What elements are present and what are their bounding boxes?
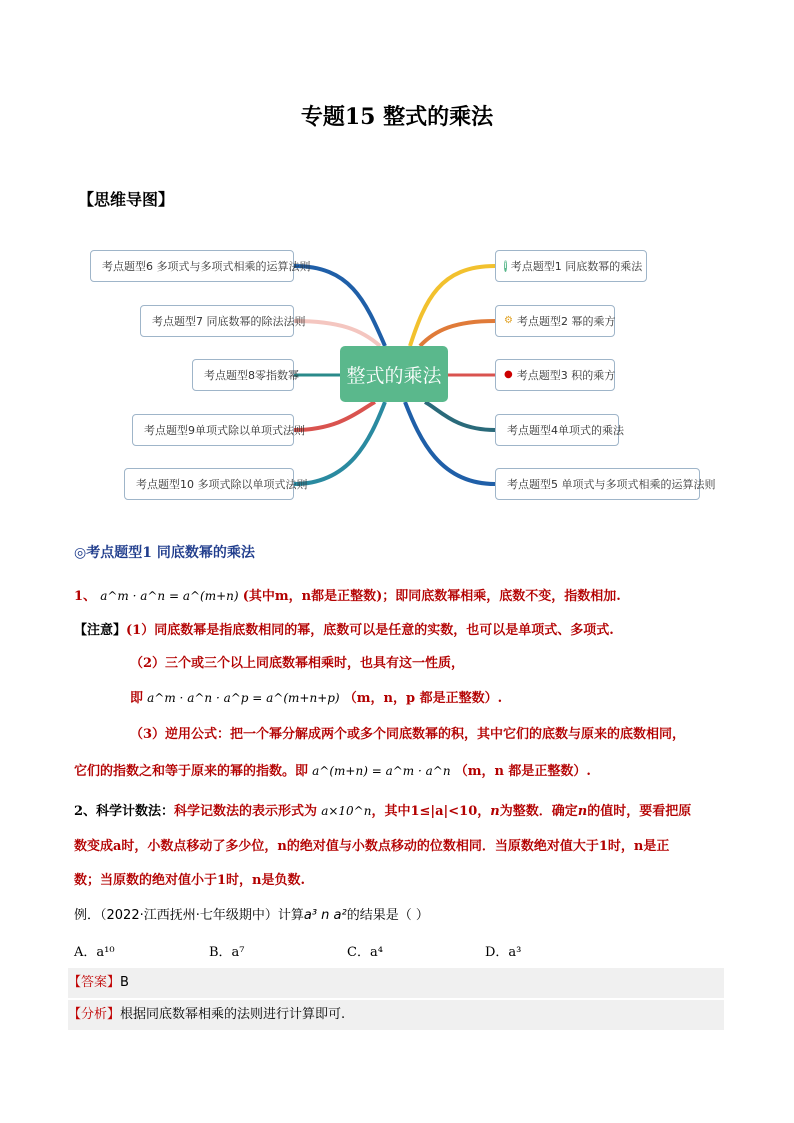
rule-2-line3: 数；当原数的绝对值小于1时，n是负数. [74,873,306,888]
note-suffix: （m，n 都是正整数）. [454,764,591,779]
answer-row [68,968,724,998]
analysis-text: 根据同底数幂相乘的法则进行计算即可. [120,1007,346,1022]
mindmap-heading: 【思维导图】 [78,190,175,209]
answer-tag: 【答案】 [68,975,121,990]
node-label: 考点题型4单项式的乘法 [507,424,624,437]
mindmap-node-right-5 [495,468,716,500]
note-3: （3）逆用公式：把一个幂分解成两个或多个同底数幂的积，其中它们的底数与原来的底数相同， [130,727,686,742]
rule-1 [74,586,621,607]
rule2-text: 科学记数法的表示形式为 [174,804,318,819]
note-suffix: （m，n，p 都是正整数）. [343,691,503,706]
branch-right-5 [405,402,495,484]
mindmap-center-node: 整式的乘法 [340,346,448,402]
mindmap-node-right-4 [495,414,624,446]
mindmap-node-right-2 [495,305,615,337]
node-label: 考点题型6 多项式与多项式相乘的运算法则 [102,260,311,273]
answer-value: B [120,975,129,990]
analysis-row [68,1000,724,1030]
rule-formula: a^m · a^n = a^(m+n) [100,589,239,603]
note-prefix: 它们的指数之和等于原来的幂的指数。即 [74,764,309,779]
rule-2 [74,801,691,822]
branch-right-2 [420,321,495,346]
note-2: （2）三个或三个以上同底数幂相乘时，也具有这一性质， [130,656,465,671]
node-label: 考点题型2 幂的乘方 [516,315,616,328]
note-1 [74,621,614,641]
gear-icon: ⚙ [504,315,513,326]
option-c: C．a⁴ [347,945,383,960]
rule2-text: 为整数．确定 [499,804,578,819]
rule2-var: n [577,804,588,819]
example-end: 的结果是（ ） [346,908,429,923]
note-prefix: 即 [130,691,144,706]
rule2-label: 2、科学计数法： [74,804,175,819]
example-formula: a³ n a² [303,908,347,923]
option-d: D．a³ [485,945,522,960]
note-label: 【注意】 [74,623,127,638]
page-title: 专题15 整式的乘法 [300,104,494,130]
note-formula: a^(m+n) = a^m · a^n [312,764,451,778]
branch-left-2 [294,321,380,346]
rule-condition: (其中m，n都是正整数) [242,589,383,604]
example-text: 例．（2022·江西抚州·七年级期中）计算 [74,908,304,923]
rule-2-line2: 数变成a时，小数点移动了多少位，n的绝对值与小数点移动的位数相同．当原数绝对值大于1时，n是正 [74,839,670,854]
rule-text: ；即同底数幂相乘，底数不变，指数相加. [382,589,621,604]
rule2-text: ，其中1≤|a|<10， [371,804,491,819]
mindmap-node-left-3 [192,359,299,391]
node-label: 考点题型8零指数幂 [204,369,299,382]
option-a: A．a¹⁰ [74,945,115,960]
rule2-var: n [490,804,500,819]
branch-left-5 [294,402,385,484]
example [74,906,429,926]
mindmap-node-left-4 [132,414,305,446]
section-heading: ◎考点题型1 同底数幂的乘法 [74,545,255,561]
mindmap-node-left-2 [140,305,306,337]
node-label: 考点题型7 同底数幂的除法法则 [152,315,306,328]
person-icon: ● [504,369,513,380]
node-label: 考点题型3 积的乘方 [516,369,616,382]
analysis-tag: 【分析】 [68,1007,121,1022]
option-b: B．a⁷ [209,945,245,960]
branch-left-4 [294,402,375,430]
rule2-text: 的值时，要看把原 [587,804,692,819]
mindmap-node-left-1 [90,250,311,282]
note-text: (1）同底数幂是指底数相同的幂，底数可以是任意的实数，也可以是单项式、多项式. [126,623,614,638]
rule2-formula: a×10^n [321,804,372,818]
note-2b [130,688,502,709]
branch-right-4 [425,402,495,430]
info-icon: i [504,260,507,271]
mindmap-node-left-5 [124,468,308,500]
node-label: 考点题型5 单项式与多项式相乘的运算法则 [507,478,716,491]
node-label: 考点题型1 同底数幂的乘法 [510,260,643,273]
note-formula: a^m · a^n · a^p = a^(m+n+p) [147,691,340,705]
mindmap-node-right-1 [495,250,647,282]
rule-number: 1、 [74,589,97,604]
node-label: 考点题型10 多项式除以单项式法则 [136,478,308,491]
node-label: 考点题型9单项式除以单项式法则 [144,424,305,437]
branch-right-1 [410,266,495,346]
note-3b [74,761,591,782]
branch-left-1 [294,266,385,346]
mindmap-node-right-3 [495,359,615,391]
